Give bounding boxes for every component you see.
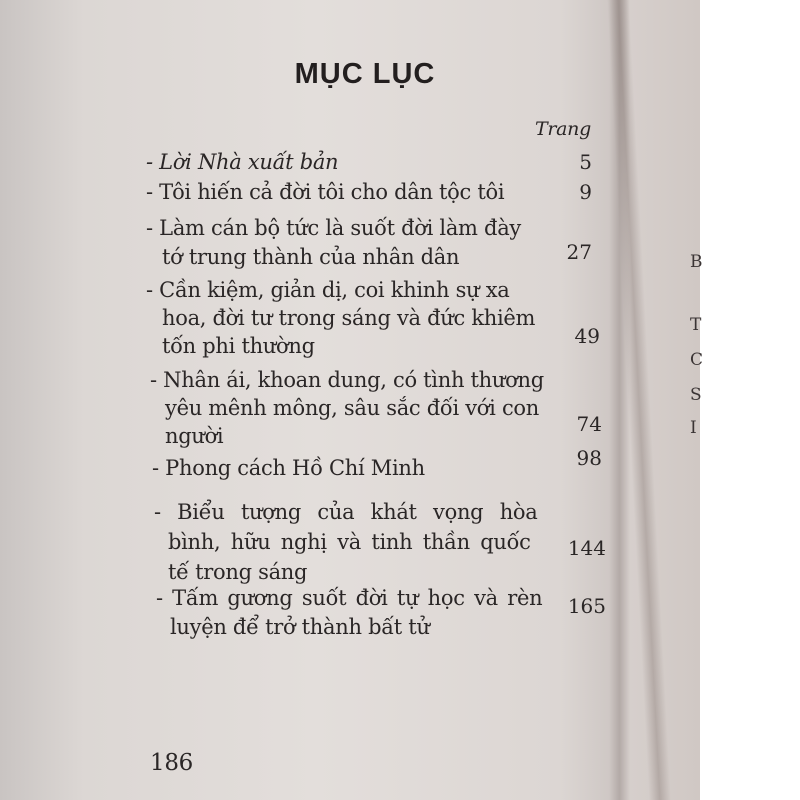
toc-page-number: 144 <box>567 536 606 560</box>
toc-entry-line: - Tôi hiến cả đời tôi cho dân tộc tôi <box>146 180 505 204</box>
column-header-trang: Trang <box>535 118 591 140</box>
facing-page-fragment: B <box>690 252 703 272</box>
toc-page-number: 74 <box>576 412 602 436</box>
toc-entry-line: tớ trung thành của nhân dân <box>162 245 460 269</box>
toc-page-number: 165 <box>567 594 606 618</box>
toc-page-number: 98 <box>576 446 602 470</box>
toc-page-number: 5 <box>579 150 592 174</box>
toc-entry-line: - Làm cán bộ tức là suốt đời làm đày <box>146 216 521 240</box>
facing-page-fragment: T <box>690 315 702 335</box>
toc-entry-line: hoa, đời tư trong sáng và đức khiêm <box>162 306 536 330</box>
page-title: MỤC LỤC <box>294 58 436 90</box>
toc-page-number: 9 <box>579 180 592 204</box>
toc-entry-line: - Nhân ái, khoan dung, có tình thương <box>150 368 544 392</box>
toc-entry-line: - Biểu tượng của khát vọng hòa <box>154 500 538 524</box>
toc-entry-line: bình, hữu nghị và tinh thần quốc <box>168 530 531 554</box>
toc-entry-line: luyện để trở thành bất tử <box>170 615 430 639</box>
toc-entry-line: yêu mênh mông, sâu sắc đối với con <box>165 396 539 420</box>
facing-page-fragment: C <box>690 350 704 370</box>
facing-page-fragment: I <box>690 418 697 438</box>
toc-entry-line: - Phong cách Hồ Chí Minh <box>152 456 425 480</box>
toc-entry-line: - Cần kiệm, giản dị, coi khinh sự xa <box>146 278 510 302</box>
toc-page-number: 49 <box>574 324 600 348</box>
toc-entry-line: - Tấm gương suốt đời tự học và rèn <box>156 586 543 610</box>
page-number: 186 <box>150 750 193 776</box>
toc-entry-line: người <box>165 424 224 448</box>
toc-entry-line: tế trong sáng <box>168 560 308 584</box>
toc-page-number: 27 <box>566 240 592 264</box>
toc-entry-line: - Lời Nhà xuất bản <box>146 150 339 174</box>
facing-page-fragment: S <box>690 385 702 405</box>
toc-entry-line: tốn phi thường <box>162 334 315 358</box>
